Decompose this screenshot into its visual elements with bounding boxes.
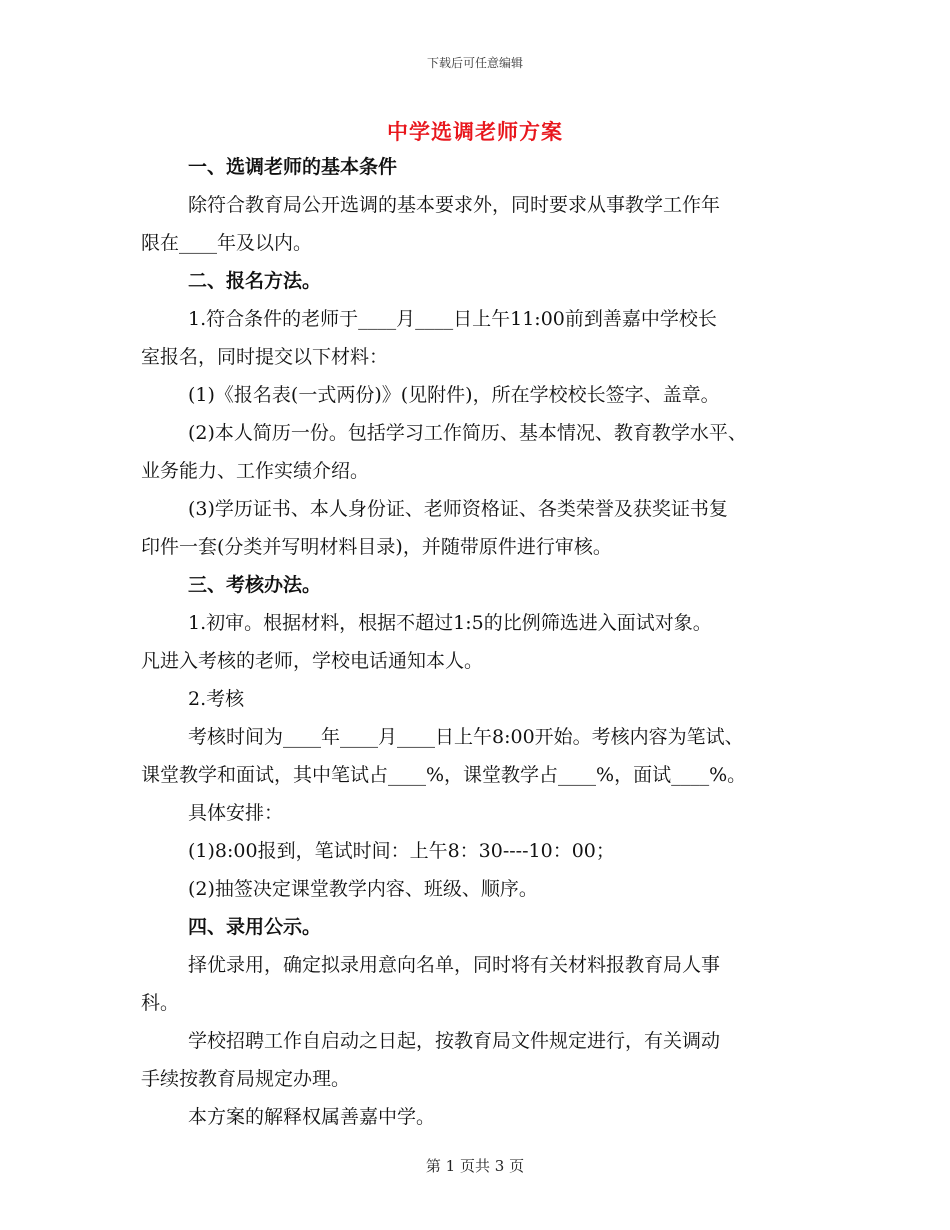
paragraph-line: 课堂教学和面试，其中笔试占____%，课堂教学占____%，面试____%。 bbox=[141, 764, 747, 786]
paragraph-line: 考核时间为____年____月____日上午8:00开始。考核内容为笔试、 bbox=[188, 726, 744, 748]
paragraph-line: 本方案的解释权属善嘉中学。 bbox=[188, 1106, 436, 1128]
section-heading-4: 四、录用公示。 bbox=[188, 916, 322, 938]
paragraph-line: 择优录用，确定拟录用意向名单，同时将有关材料报教育局人事 bbox=[188, 954, 721, 976]
section-heading-1: 一、选调老师的基本条件 bbox=[188, 156, 398, 178]
list-item: (2)本人简历一份。包括学习工作简历、基本情况、教育教学水平、 bbox=[188, 422, 747, 444]
list-item: (3)学历证书、本人身份证、老师资格证、各类荣誉及获奖证书复 bbox=[188, 498, 728, 520]
paragraph-line: 印件一套(分类并写明材料目录)，并随带原件进行审核。 bbox=[141, 536, 612, 558]
paragraph-line: 业务能力、工作实绩介绍。 bbox=[141, 460, 370, 482]
document-title: 中学选调老师方案 bbox=[387, 120, 563, 144]
page-number-footer: 第 1 页共 3 页 bbox=[425, 1157, 525, 1175]
paragraph-line: 1.初审。根据材料，根据不超过1:5的比例筛选进入面试对象。 bbox=[188, 612, 712, 634]
paragraph-line: 手续按教育局规定办理。 bbox=[141, 1068, 351, 1090]
list-item: (1)8:00报到，笔试时间：上午8：30----10：00； bbox=[188, 840, 615, 862]
paragraph-line: 学校招聘工作自启动之日起，按教育局文件规定进行，有关调动 bbox=[188, 1030, 721, 1052]
list-item: (1)《报名表(一式两份)》(见附件)，所在学校校长签字、盖章。 bbox=[188, 384, 720, 406]
paragraph-line: 室报名，同时提交以下材料： bbox=[141, 346, 389, 368]
paragraph-line: 限在____年及以内。 bbox=[141, 232, 313, 254]
header-note: 下载后可任意编辑 bbox=[426, 56, 523, 70]
paragraph-line: 科。 bbox=[141, 992, 180, 1014]
paragraph-line: 1.符合条件的老师于____月____日上午11:00前到善嘉中学校长 bbox=[188, 308, 717, 330]
paragraph-line: 除符合教育局公开选调的基本要求外，同时要求从事教学工作年 bbox=[188, 194, 721, 216]
section-heading-3: 三、考核办法。 bbox=[188, 574, 322, 596]
paragraph-line: 凡进入考核的老师，学校电话通知本人。 bbox=[141, 650, 484, 672]
paragraph-line: 具体安排： bbox=[188, 802, 284, 824]
paragraph-line: 2.考核 bbox=[188, 688, 245, 710]
section-heading-2: 二、报名方法。 bbox=[188, 270, 322, 292]
list-item: (2)抽签决定课堂教学内容、班级、顺序。 bbox=[188, 878, 538, 900]
